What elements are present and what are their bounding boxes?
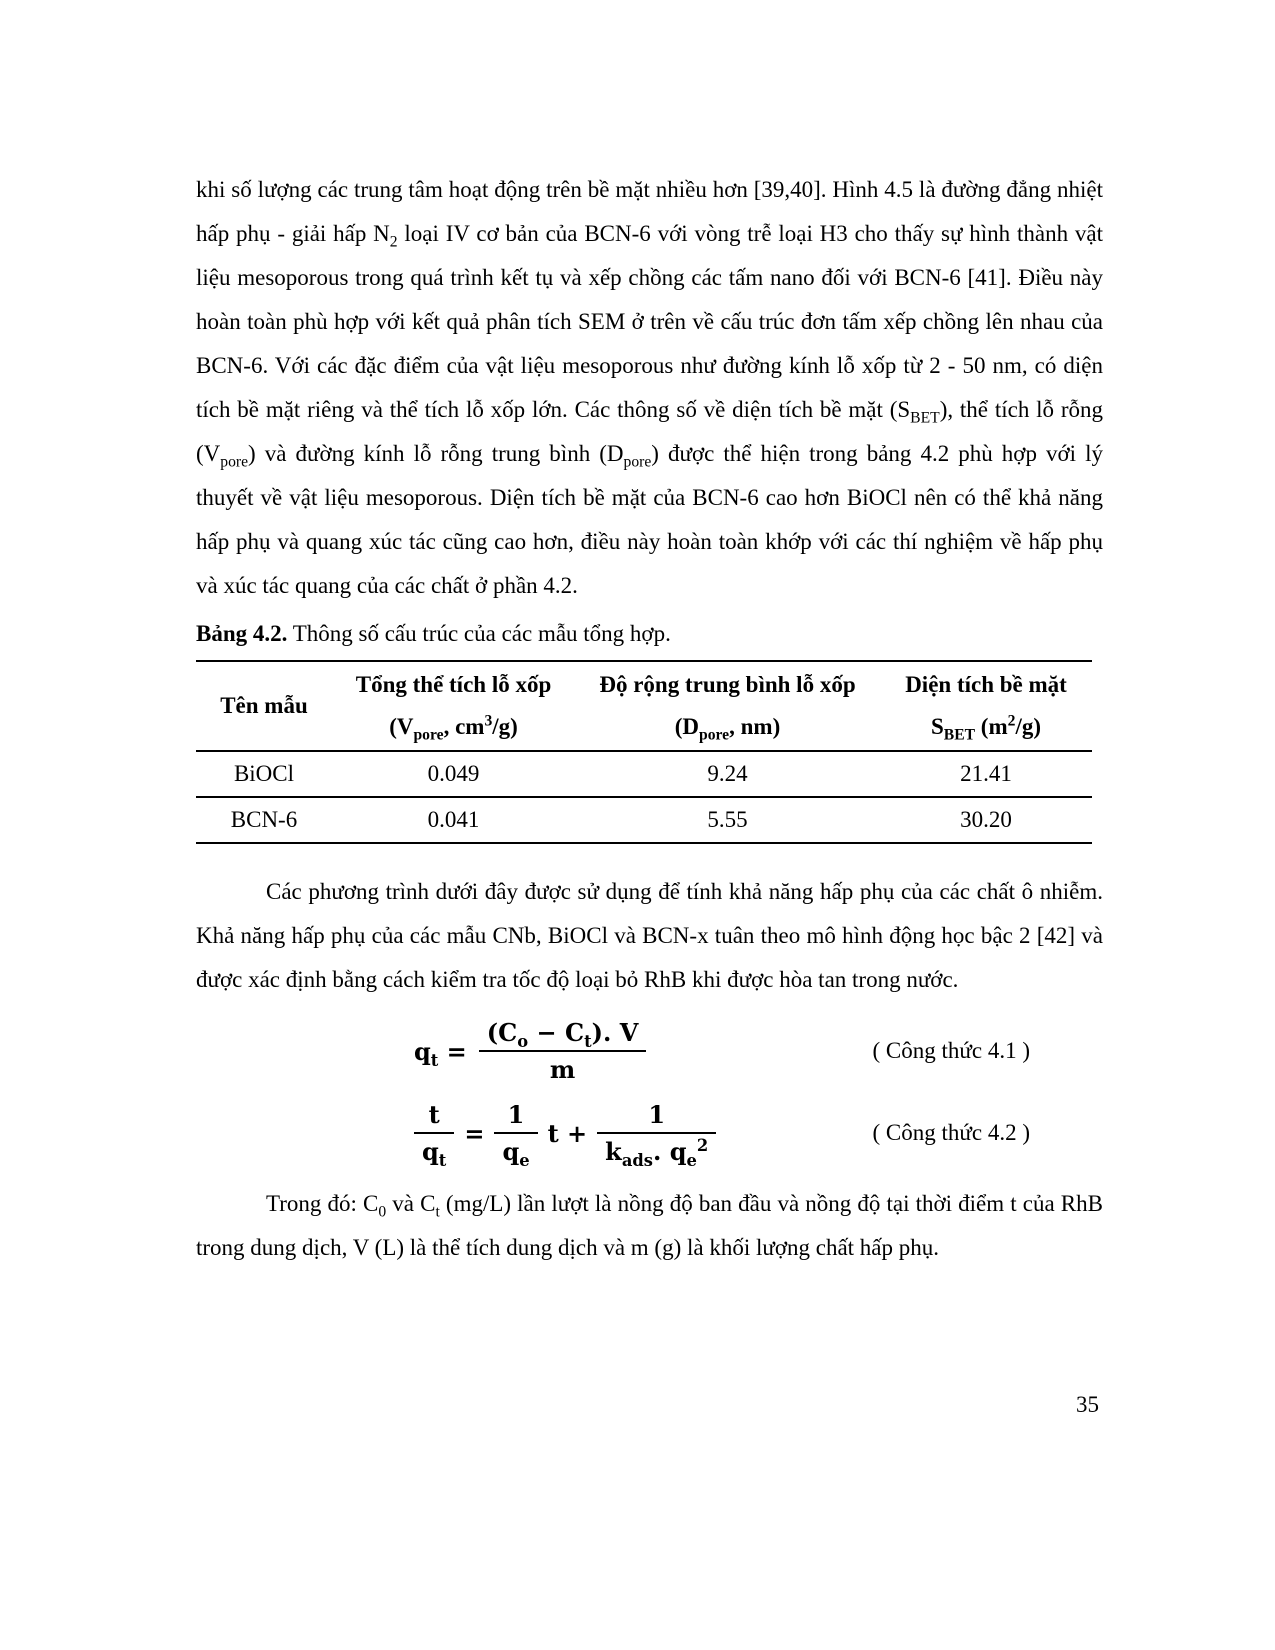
cell-pore-width: 9.24 bbox=[707, 761, 748, 786]
cell-pore-volume: 0.041 bbox=[427, 807, 480, 832]
fraction-numerator: 1 bbox=[597, 1100, 716, 1134]
header-line: Tên mẫu bbox=[220, 693, 308, 718]
fraction bbox=[494, 1100, 537, 1170]
header-line: Diện tích bề mặt bbox=[905, 672, 1067, 697]
fraction bbox=[479, 1018, 647, 1084]
fraction-denominator: $q_t$ bbox=[422, 1137, 447, 1170]
table-header-pore-volume bbox=[332, 661, 575, 751]
equation-4-2 bbox=[196, 1100, 1103, 1170]
header-unit: ($V_{pore}$, $cm^3/g$) bbox=[389, 712, 518, 744]
fraction-denominator: $q_e$ bbox=[502, 1137, 530, 1170]
cell-surface-area: 21.41 bbox=[960, 761, 1012, 786]
equation-lhs: $q_t$ = bbox=[414, 1036, 467, 1070]
fraction-denominator: m bbox=[549, 1055, 576, 1084]
table-4-2 bbox=[196, 660, 1092, 844]
fraction bbox=[597, 1100, 716, 1170]
table-header-row bbox=[196, 661, 1092, 751]
equation-4-1-label: ( Công thức 4.1 ) bbox=[872, 1038, 1030, 1063]
cell-pore-volume: 0.049 bbox=[427, 761, 480, 786]
fraction-numerator: $(C_o - C_t)$. V bbox=[479, 1018, 647, 1052]
table-caption-number: Bảng 4.2. bbox=[196, 621, 288, 646]
equation-4-2-formula bbox=[414, 1100, 716, 1170]
table-caption bbox=[196, 612, 1103, 656]
table-caption-text: Thông số cấu trúc của các mẫu tổng hợp. bbox=[287, 621, 671, 646]
page-number: 35 bbox=[1076, 1392, 1099, 1417]
paragraph-notation: Trong đó: $C_0$ và $C_t$ (mg/L) lần lượt là nồng độ ban đầu và nồng độ tại thời điểm t của RhB trong dung dịch, V (L) là thể tích dung dịch và m (g) là khối lượng chất hấp phụ. bbox=[196, 1191, 1103, 1260]
paragraph-equations-intro: Các phương trình dưới đây được sử dụng để tính khả năng hấp phụ của các chất ô nhiễm. Khả năng hấp phụ của các mẫu CNb, BiOCl và BCN-x tuân theo mô hình động học bậc 2 [42] và được xác định bằng cách kiểm tra tốc độ loại bỏ RhB khi được hòa tan trong nước. bbox=[196, 879, 1103, 992]
fraction-numerator: t bbox=[414, 1100, 454, 1134]
fraction-numerator: 1 bbox=[494, 1100, 537, 1134]
paragraph-intro: khi số lượng các trung tâm hoạt động trên bề mặt nhiều hơn [39,40]. Hình 4.5 là đường đẳng nhiệt hấp phụ - giải hấp $N_2$ loại IV cơ bản của BCN-6 với vòng trễ loại H3 cho thấy sự hình thành vật liệu mesoporous trong quá trình kết tụ và xếp chồng các tấm nano đối với BCN-6 [41]. Điều này hoàn toàn phù hợp với kết quả phân tích SEM ở trên về cấu trúc đơn tấm xếp chồng lên nhau của BCN-6. Với các đặc điểm của vật liệu mesoporous như đường kính lỗ xốp từ 2 - 50 nm, có diện tích bề mặt riêng và thể tích lỗ xốp lớn. Các thông số về diện tích bề mặt $(S_{BET})$, thể tích lỗ rỗng $(V_{pore})$ và đường kính lỗ rỗng trung bình $(D_{pore})$ được thể hiện trong bảng 4.2 phù hợp với lý thuyết về vật liệu mesoporous. Diện tích bề mặt của BCN-6 cao hơn BiOCl nên có thể khả năng hấp phụ và quang xúc tác cũng cao hơn, điều này hoàn toàn khớp với các thí nghiệm về hấp phụ và xúc tác quang của các chất ở phần 4.2. bbox=[196, 177, 1103, 598]
equation-4-1-formula bbox=[414, 1018, 646, 1084]
header-unit: ($D_{pore}$, nm) bbox=[674, 714, 781, 744]
cell-sample: BiOCl bbox=[233, 761, 295, 786]
plus-term: t + bbox=[547, 1118, 588, 1148]
header-unit: $S_{BET}$ $(m^2/g)$ bbox=[930, 712, 1041, 744]
cell-pore-width: 5.55 bbox=[707, 807, 748, 832]
fraction bbox=[414, 1100, 454, 1170]
table-row-biocl bbox=[196, 751, 1092, 797]
table-header-sample-name bbox=[196, 661, 332, 751]
table-row-bcn6 bbox=[196, 797, 1092, 843]
header-line: Tổng thể tích lỗ xốp bbox=[355, 672, 552, 697]
header-line: Độ rộng trung bình lỗ xốp bbox=[599, 672, 856, 697]
cell-sample: BCN-6 bbox=[230, 807, 298, 832]
cell-surface-area: 30.20 bbox=[960, 807, 1012, 832]
table-header-pore-width bbox=[575, 661, 880, 751]
equation-4-1 bbox=[196, 1018, 1103, 1084]
table-header-surface-area bbox=[880, 661, 1092, 751]
fraction-denominator: $k_{ads}$. $q_e^2$ bbox=[605, 1136, 709, 1170]
equation-4-2-label: ( Công thức 4.2 ) bbox=[872, 1120, 1030, 1145]
equals-sign: = bbox=[464, 1118, 485, 1148]
